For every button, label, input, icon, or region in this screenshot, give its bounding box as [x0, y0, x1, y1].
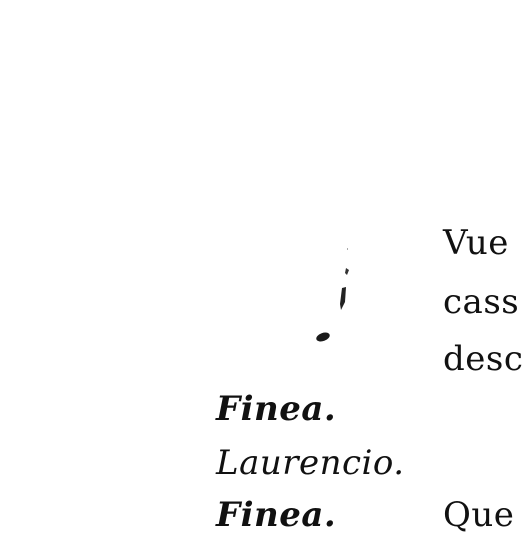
ink-stroke-middle: [340, 287, 346, 310]
ink-dot: [315, 331, 331, 343]
speaker-finea: Finea.: [216, 389, 337, 429]
text-line-bottom: Que: [443, 495, 515, 535]
speaker-laurencio: Laurencio.: [216, 443, 405, 483]
ink-speck: [347, 248, 348, 250]
text-line-3: desc: [443, 339, 523, 379]
text-line-1: Vue: [443, 223, 509, 263]
ink-stroke-upper: [345, 268, 349, 275]
text-line-2: cass: [443, 282, 520, 322]
speaker-finea-2: Finea.: [216, 495, 337, 535]
ink-blot-mark: [300, 240, 360, 350]
